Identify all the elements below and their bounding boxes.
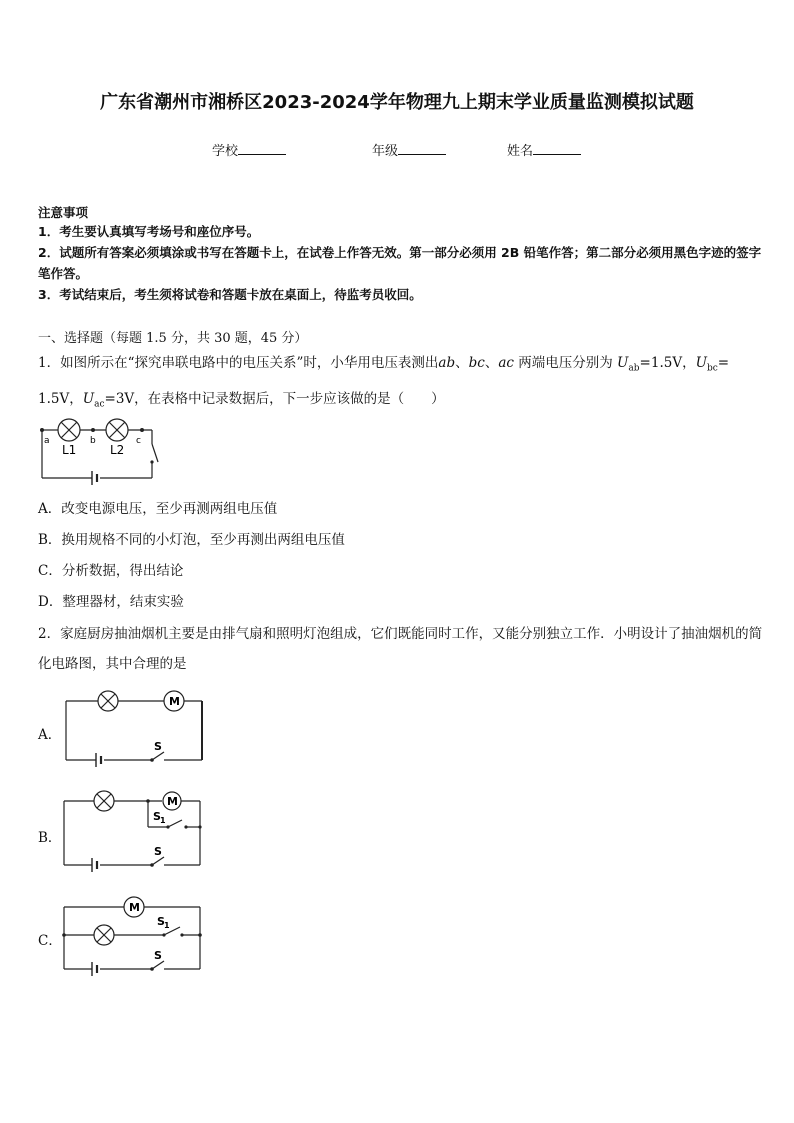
q1-eq: = [717,355,730,371]
switch-s1-icon [168,820,182,827]
q1-val-ac: =3V，在表格中记录数据后，下一步应该做的是（ ） [104,390,445,407]
q1-u-bc: U [695,355,707,371]
q1-u-bc-sub: bc [706,363,718,374]
switch-label: S [154,845,162,858]
label-b: b [90,436,96,446]
note-item: 3．考试结束后，考生须将试卷和答题卡放在桌面上，待监考员收回。 [38,287,422,302]
grade-field [372,140,446,159]
question-2-stem: 2．家庭厨房抽油烟机主要是由排气扇和照明灯泡组成，它们既能同时工作，又能分别独立工作．小明设计了抽油烟机的简化电路图，其中合理的是 [38,626,763,672]
switch-icon [152,961,164,969]
q1-var-ac: ac [498,355,514,371]
label-c: c [136,436,141,446]
node-dot [150,460,153,463]
q1-var-bc: bc [468,355,485,371]
school-blank[interactable] [238,142,286,155]
node-dot [150,967,154,971]
switch-icon [152,857,164,865]
section-heading: 一、选择题（每题 1.5 分，共 30 题，45 分） [38,331,308,346]
q1-text: 1．如图所示在“探究串联电路中的电压关系”时，小华用电压表测出 [38,355,439,371]
q1-sep: 、 [455,355,469,371]
node-dot [184,825,187,828]
node-dot [62,933,66,937]
note-item: 2．试题所有答案必须填涂或书写在答题卡上，在试卷上作答无效。第一部分必须用 2B 铅笔作答；第二部分必须用黑色字迹的签字笔作答。 [38,245,762,281]
q1-circuit-diagram [34,414,174,486]
q1-sep: 、 [484,355,499,371]
switch-icon [152,444,158,462]
q2-option-b-label[interactable]: B． [38,830,62,846]
q2-option-b-circuit[interactable] [58,789,208,877]
q2-option-c-circuit[interactable] [58,895,208,981]
school-field [212,140,286,159]
school-label: 学校 [212,144,239,159]
node-dot [150,863,154,867]
q1-option-c[interactable]: C．分析数据，得出结论 [38,563,184,579]
grade-blank[interactable] [398,142,446,155]
switch-label: S [154,740,162,753]
node-dot [150,758,154,762]
node-dot [91,428,95,432]
motor-label: M [169,695,180,708]
node-dot [198,825,201,828]
q2-option-a-label[interactable]: A． [38,727,62,743]
switch-s1-subscript: 1 [164,921,170,930]
q1-option-d[interactable]: D．整理器材，结束实验 [38,594,184,610]
name-field [507,140,581,159]
notes-heading: 注意事项 [38,205,89,220]
switch-s1-label: S [153,810,161,823]
q1-val-bc: 1.5V， [38,390,83,407]
label-l2: L2 [110,443,125,457]
q1-u-ab: U [617,355,629,371]
switch-label: S [154,949,162,962]
label-l1: L1 [62,443,77,457]
switch-s1-label: S [157,915,165,928]
q1-u-ab-sub: ab [628,363,640,374]
name-blank[interactable] [533,142,581,155]
q2-option-a-circuit[interactable] [60,688,210,774]
q1-option-b[interactable]: B．换用规格不同的小灯泡，至少再测出两组电压值 [38,532,345,548]
q1-text: 两端电压分别为 [513,355,618,371]
label-a: a [44,436,50,446]
q1-var-ab: ab [438,355,456,371]
q1-u-ac-sub: ac [94,399,105,410]
switch-s1-subscript: 1 [160,816,166,825]
node-dot [40,428,44,432]
q2-option-c-label[interactable]: C． [38,933,62,949]
page-title: 广东省潮州市湘桥区2023-2024学年物理九上期末学业质量监测模拟试题 [100,92,694,113]
q1-option-a[interactable]: A．改变电源电压，至少再测两组电压值 [38,501,278,517]
motor-label: M [167,795,178,808]
q1-u-ac: U [82,390,95,407]
node-dot [198,933,202,937]
node-dot [166,825,169,828]
motor-label: M [129,901,140,914]
q1-val-ab: =1.5V， [639,355,696,371]
name-label: 姓名 [507,144,534,159]
node-dot [162,933,165,936]
node-dot [146,799,150,803]
note-item: 1．考生要认真填写考场号和座位序号。 [38,224,260,239]
grade-label: 年级 [372,144,399,159]
node-dot [180,933,183,936]
question-1-stem [38,348,763,419]
node-dot [140,428,144,432]
switch-icon [152,752,164,760]
